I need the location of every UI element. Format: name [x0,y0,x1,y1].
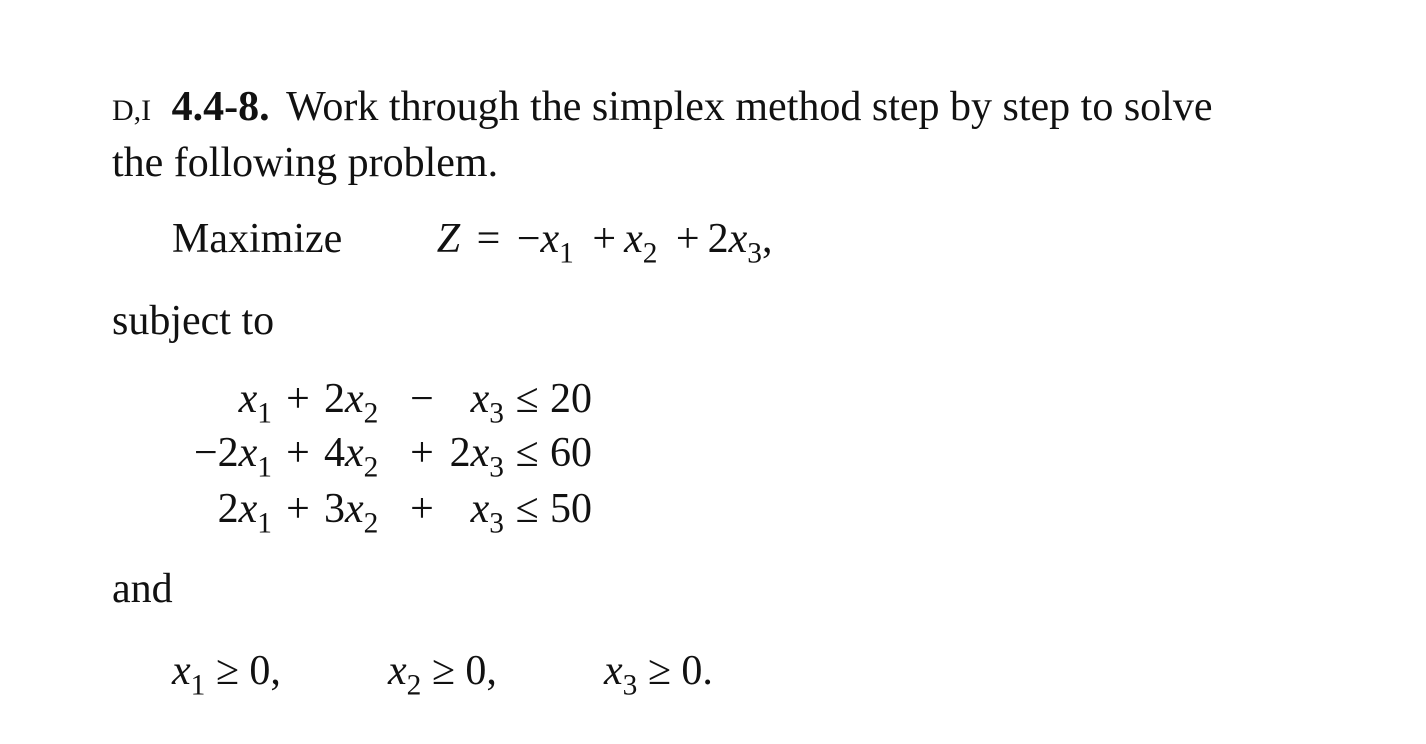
constraint-2-c2-var: x [345,430,364,476]
constraint-1-c2-var: x [345,376,364,422]
constraint-3-c2-coef: 3 [324,486,345,532]
constraint-2-c1-sub: 1 [257,451,272,484]
and-label: and [112,566,173,612]
nonneg-2-var: x [388,648,407,694]
objective-t1-sign: − [516,216,541,262]
nonneg-2-relation: ≥ [431,648,455,694]
objective-t1-sub: 1 [559,237,574,270]
constraint-3-rhs: 50 [550,486,592,532]
objective-t3-var: x [728,216,748,262]
constraint-1-term-1 [172,376,272,430]
objective-label: Maximize [172,216,343,262]
objective-equals: = [476,216,501,262]
constraint-2-term-3 [446,430,504,484]
objective-t3-sub: 3 [747,237,762,270]
constraint-1-c3-var: x [470,376,490,422]
constraint-3-c2-var: x [345,486,364,532]
objective-t3-coef: 2 [707,216,729,262]
constraint-row-3 [172,486,592,540]
constraint-3-op-2: + [410,486,434,532]
constraint-2-c2-sub: 2 [363,451,379,484]
problem-number: 4.4-8. [171,84,270,130]
constraint-2-term-1 [172,430,272,484]
nonnegativity-1 [172,648,281,702]
constraint-1-c2-sub: 2 [363,397,379,430]
nonneg-1-value: 0, [249,648,281,694]
constraint-3-term-3 [446,486,504,540]
constraint-2-relation: ≤ [515,430,539,476]
constraint-2-op-1: + [286,430,310,476]
constraint-2-c3-var: x [470,430,490,476]
problem-intro-1: Work through the simplex method step by step to solve [286,84,1213,130]
constraint-3-c1-coef: 2 [217,486,239,532]
constraint-2-c2-coef: 4 [324,430,345,476]
constraint-1-rhs: 20 [550,376,592,422]
nonneg-1-sub: 1 [190,669,206,702]
constraint-3-relation: ≤ [515,486,539,532]
constraint-2-op-2: + [410,430,434,476]
constraint-1-op-2: − [410,376,434,422]
constraint-1-term-2 [324,376,398,430]
nonneg-1-var: x [172,648,191,694]
constraint-2-c3-sub: 3 [489,451,504,484]
constraint-1-relation: ≤ [515,376,539,422]
objective-function [172,216,773,270]
constraint-row-1 [172,376,592,430]
constraint-3-c2-sub: 2 [363,507,379,540]
constraint-2-c1-var: x [238,430,258,476]
problem-statement-line-2 [112,142,498,184]
problem-statement-line-1 [112,86,1213,128]
constraint-1-c2-coef: 2 [324,376,345,422]
nonneg-3-relation: ≥ [647,648,671,694]
nonnegativity-3 [604,648,713,702]
constraint-row-2 [172,430,592,484]
constraint-3-term-1 [172,486,272,540]
problem-tag: D,I [112,94,152,127]
objective-trailing-comma: , [761,216,773,262]
objective-t2-sign: + [592,216,617,262]
nonneg-2-value: 0, [465,648,497,694]
constraint-2-c3-coef: 2 [449,430,471,476]
subject-to-label: subject to [112,298,275,344]
nonneg-2-sub: 2 [406,669,422,702]
constraint-3-c1-var: x [238,486,258,532]
constraint-3-c1-sub: 1 [257,507,272,540]
constraint-3-c3-sub: 3 [489,507,504,540]
nonneg-3-value: 0. [681,648,713,694]
objective-t3-sign: + [675,216,700,262]
constraint-1-term-3 [446,376,504,430]
objective-expression [436,216,773,270]
constraint-1-c3-sub: 3 [489,397,504,430]
problem-intro-2: the following problem. [112,140,499,186]
nonneg-1-relation: ≥ [215,648,239,694]
constraint-3-op-1: + [286,486,310,532]
constraint-1-c1-sub: 1 [257,397,272,430]
constraint-3-term-2 [324,486,398,540]
objective-lhs: Z [436,216,461,262]
constraint-3-c3-var: x [470,486,490,532]
constraint-2-c1-coef: −2 [193,430,239,476]
constraint-1-c1-var: x [238,376,258,422]
constraint-1-op-1: + [286,376,310,422]
nonneg-3-sub: 3 [622,669,638,702]
objective-t2-sub: 2 [642,237,658,270]
constraint-2-term-2 [324,430,398,484]
objective-t2-var: x [624,216,643,262]
nonneg-3-var: x [604,648,623,694]
nonnegativity-2 [388,648,497,702]
objective-t1-var: x [540,216,560,262]
constraint-2-rhs: 60 [550,430,592,476]
